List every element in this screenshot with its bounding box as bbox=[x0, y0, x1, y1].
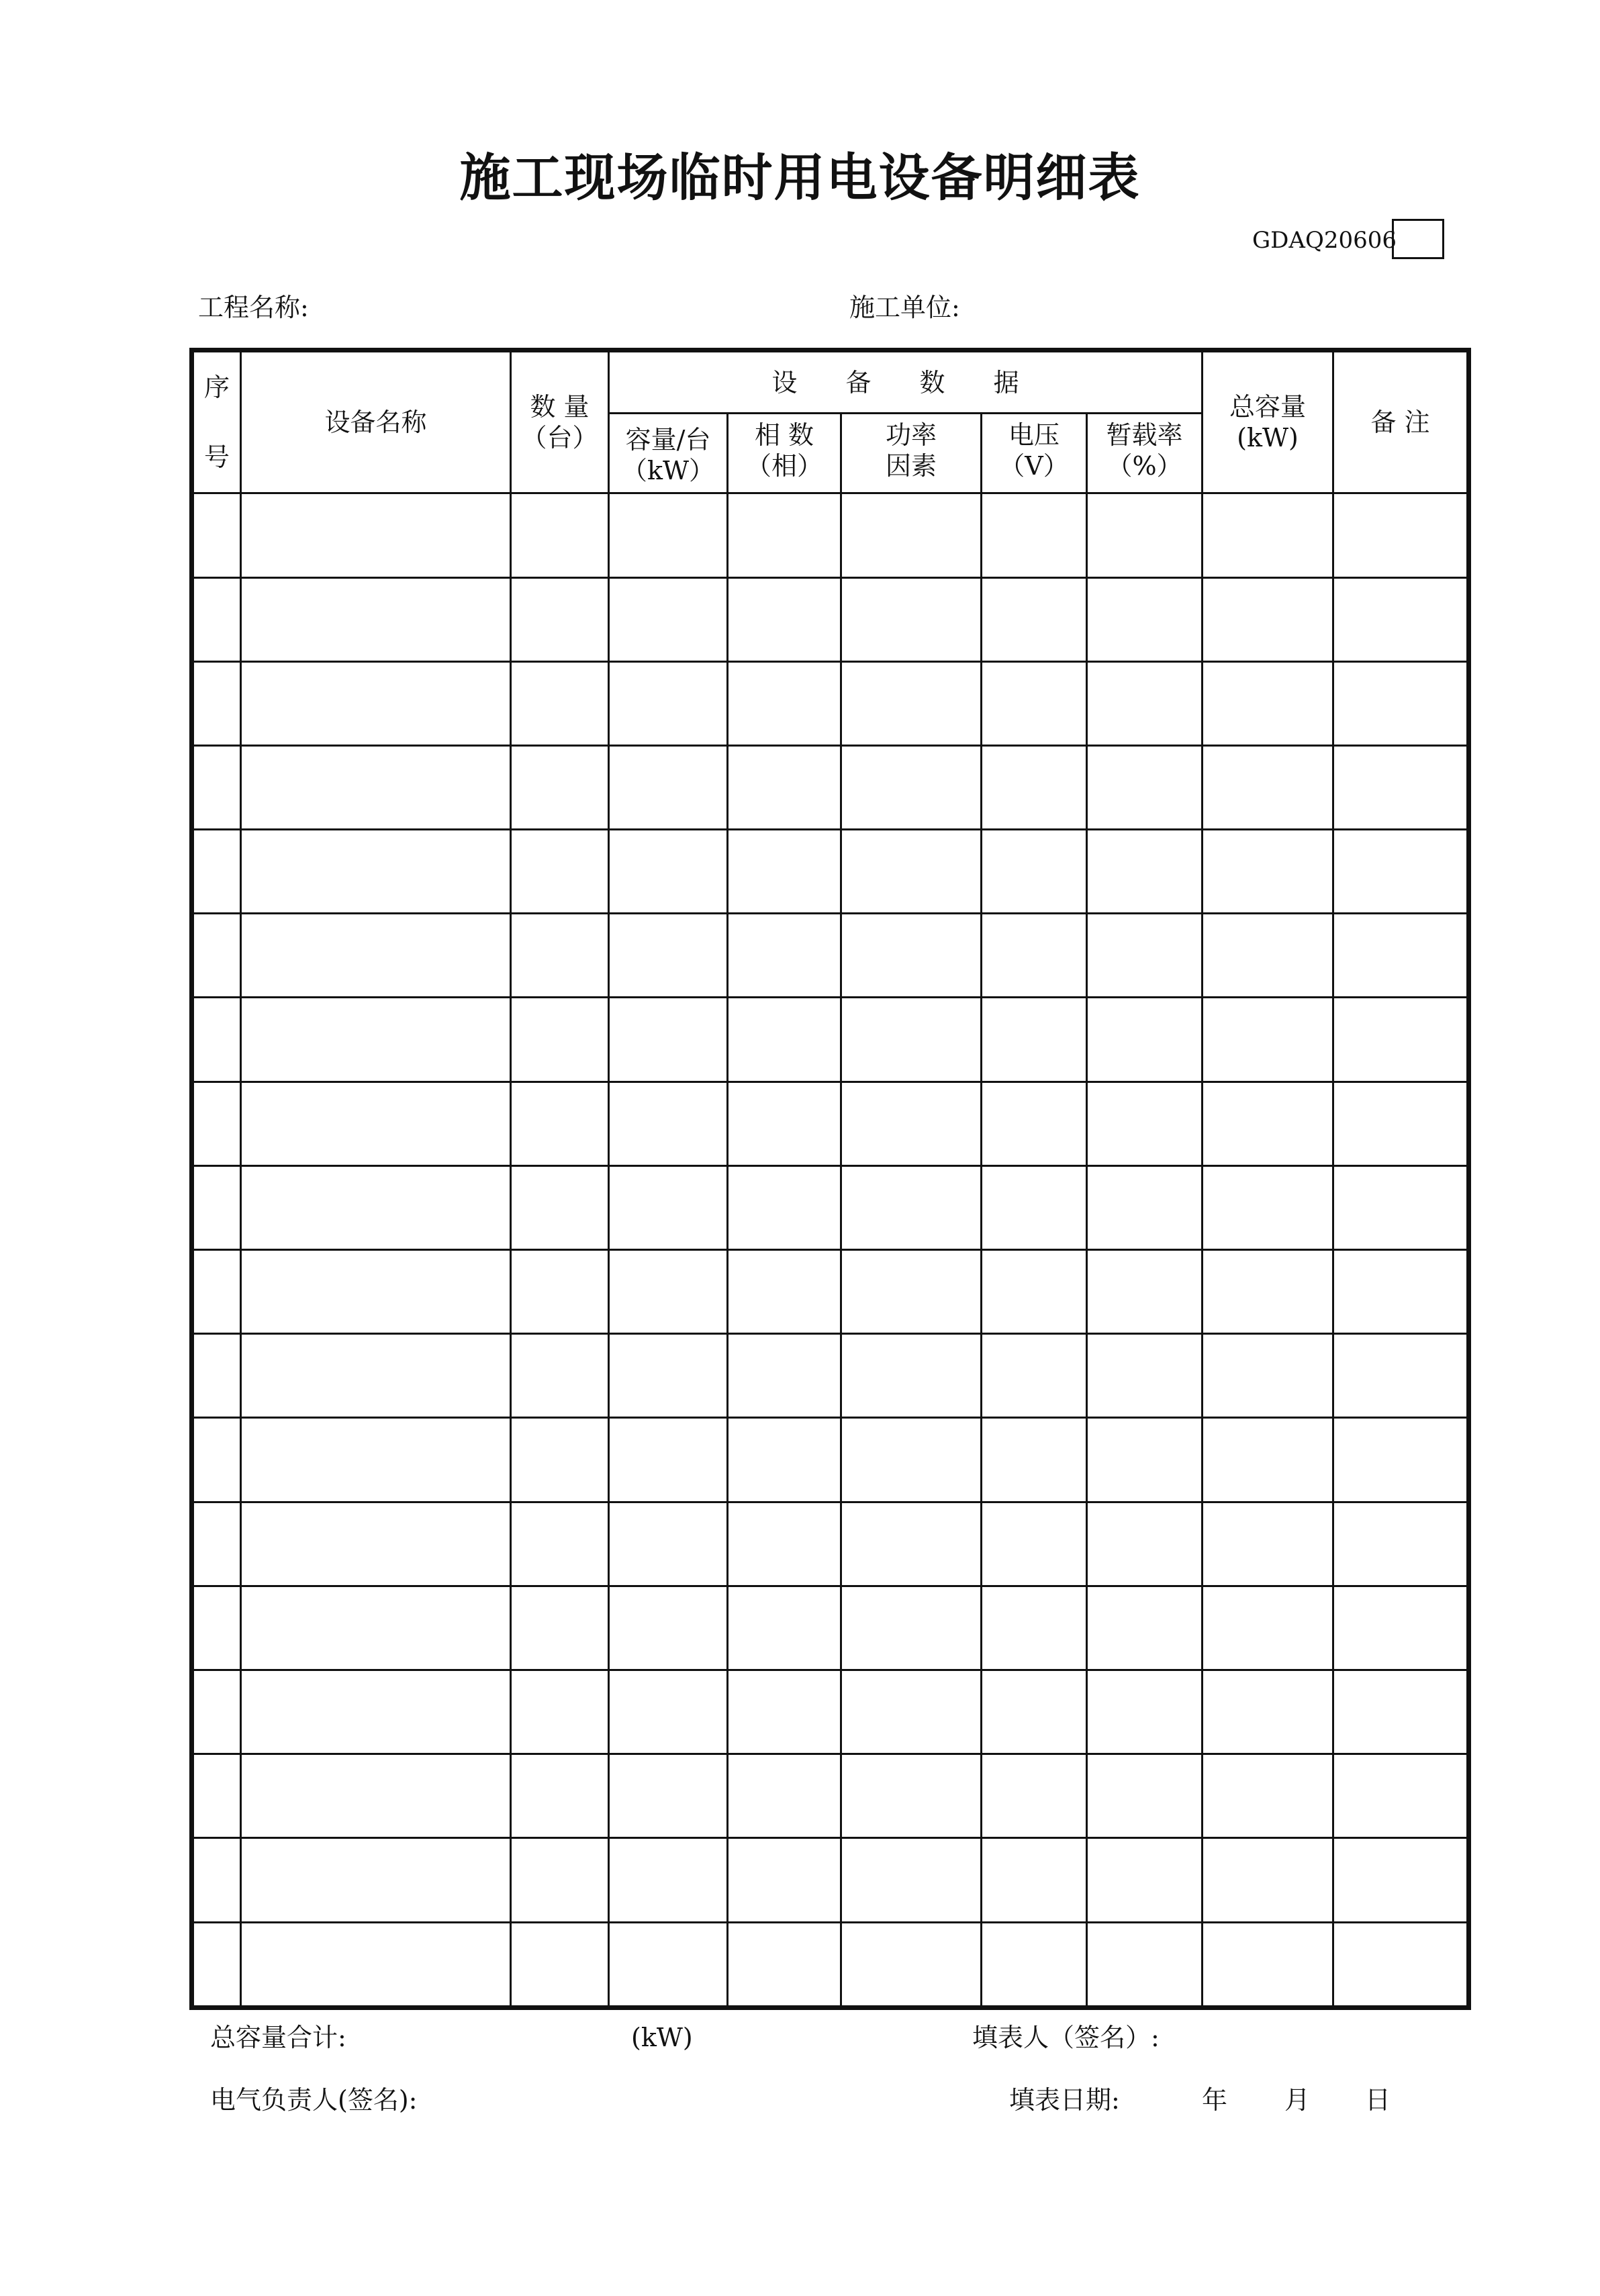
cell-quantity bbox=[511, 1250, 609, 1334]
cell-remark bbox=[1333, 1502, 1469, 1586]
subheader-capacity bbox=[609, 414, 728, 493]
cell-voltage bbox=[982, 1418, 1087, 1502]
cell-voltage bbox=[982, 998, 1087, 1082]
cell-quantity bbox=[511, 1502, 609, 1586]
cell-quantity bbox=[511, 493, 609, 577]
electrical-manager-label: 电气负责人(签名): bbox=[210, 2085, 418, 2115]
equipment-table bbox=[189, 348, 1471, 2010]
page-title: 施工现场临时用电设备明细表 bbox=[459, 148, 1141, 207]
cell-remark bbox=[1333, 1838, 1469, 1922]
cell-quantity bbox=[511, 1838, 609, 1922]
header-quantity-line2: （台） bbox=[521, 423, 598, 453]
subheader-phase-line2: （相） bbox=[745, 451, 822, 481]
table-row bbox=[192, 745, 1469, 829]
cell-phase bbox=[728, 1922, 841, 2007]
cell-capacity bbox=[609, 1165, 728, 1249]
cell-equipment-name bbox=[241, 661, 511, 745]
cell-remark bbox=[1333, 1754, 1469, 1838]
cell-power-factor bbox=[841, 745, 982, 829]
cell-phase bbox=[728, 914, 841, 998]
cell-quantity bbox=[511, 830, 609, 914]
cell-total-capacity bbox=[1203, 1334, 1333, 1418]
cell-phase bbox=[728, 1502, 841, 1586]
cell-total-capacity bbox=[1203, 1418, 1333, 1502]
cell-power-factor bbox=[841, 1502, 982, 1586]
cell-voltage bbox=[982, 493, 1087, 577]
cell-phase bbox=[728, 661, 841, 745]
form-code: GDAQ20606 bbox=[1252, 227, 1397, 254]
table-row bbox=[192, 1502, 1469, 1586]
cell-duty-cycle bbox=[1087, 1418, 1203, 1502]
cell-power-factor bbox=[841, 830, 982, 914]
date-month: 月 bbox=[1284, 2085, 1311, 2115]
cell-phase bbox=[728, 1418, 841, 1502]
cell-phase bbox=[728, 998, 841, 1082]
cell-remark bbox=[1333, 1586, 1469, 1670]
cell-power-factor bbox=[841, 493, 982, 577]
cell-capacity bbox=[609, 1586, 728, 1670]
subheader-duty-cycle-line2: （%） bbox=[1107, 451, 1182, 481]
cell-equipment-name bbox=[241, 1838, 511, 1922]
subheader-power-factor bbox=[841, 414, 982, 493]
cell-remark bbox=[1333, 745, 1469, 829]
table-row bbox=[192, 577, 1469, 661]
cell-voltage bbox=[982, 1754, 1087, 1838]
cell-capacity bbox=[609, 1838, 728, 1922]
cell-power-factor bbox=[841, 1922, 982, 2007]
cell-equipment-name bbox=[241, 1334, 511, 1418]
cell-equipment-name bbox=[241, 1502, 511, 1586]
table-row bbox=[192, 914, 1469, 998]
cell-total-capacity bbox=[1203, 1502, 1333, 1586]
cell-quantity bbox=[511, 914, 609, 998]
cell-quantity bbox=[511, 1334, 609, 1418]
cell-total-capacity bbox=[1203, 1754, 1333, 1838]
cell-power-factor bbox=[841, 1250, 982, 1334]
contractor-label: 施工单位: bbox=[849, 293, 960, 322]
cell-total-capacity bbox=[1203, 745, 1333, 829]
cell-seq bbox=[192, 745, 241, 829]
cell-remark bbox=[1333, 1082, 1469, 1165]
header-total-capacity-line1: 总容量 bbox=[1229, 392, 1306, 422]
cell-voltage bbox=[982, 1922, 1087, 2007]
cell-equipment-name bbox=[241, 577, 511, 661]
cell-power-factor bbox=[841, 998, 982, 1082]
table-row bbox=[192, 1754, 1469, 1838]
subheader-power-factor-line1: 功率 bbox=[885, 420, 937, 450]
cell-seq bbox=[192, 998, 241, 1082]
cell-power-factor bbox=[841, 914, 982, 998]
cell-total-capacity bbox=[1203, 1250, 1333, 1334]
cell-duty-cycle bbox=[1087, 1165, 1203, 1249]
cell-voltage bbox=[982, 745, 1087, 829]
form-code-box bbox=[1392, 219, 1444, 259]
date-year: 年 bbox=[1202, 2085, 1228, 2115]
cell-equipment-name bbox=[241, 1418, 511, 1502]
cell-remark bbox=[1333, 1670, 1469, 1754]
cell-phase bbox=[728, 1586, 841, 1670]
cell-seq bbox=[192, 577, 241, 661]
cell-seq bbox=[192, 914, 241, 998]
table-row bbox=[192, 998, 1469, 1082]
subheader-phase-line1: 相 数 bbox=[754, 420, 814, 450]
cell-voltage bbox=[982, 1838, 1087, 1922]
header-seq-line1: 序 bbox=[203, 373, 230, 403]
subheader-capacity-line1: 容量/台 bbox=[625, 425, 711, 455]
cell-quantity bbox=[511, 998, 609, 1082]
cell-voltage bbox=[982, 1670, 1087, 1754]
cell-quantity bbox=[511, 1586, 609, 1670]
cell-total-capacity bbox=[1203, 1670, 1333, 1754]
cell-voltage bbox=[982, 1165, 1087, 1249]
cell-power-factor bbox=[841, 1082, 982, 1165]
cell-duty-cycle bbox=[1087, 998, 1203, 1082]
cell-duty-cycle bbox=[1087, 1754, 1203, 1838]
cell-seq bbox=[192, 493, 241, 577]
cell-power-factor bbox=[841, 577, 982, 661]
cell-power-factor bbox=[841, 1838, 982, 1922]
cell-quantity bbox=[511, 1922, 609, 2007]
date-day: 日 bbox=[1365, 2085, 1391, 2115]
cell-seq bbox=[192, 1922, 241, 2007]
cell-capacity bbox=[609, 1250, 728, 1334]
subheader-duty-cycle bbox=[1087, 414, 1203, 493]
cell-quantity bbox=[511, 745, 609, 829]
table-row bbox=[192, 661, 1469, 745]
cell-seq bbox=[192, 1165, 241, 1249]
cell-duty-cycle bbox=[1087, 830, 1203, 914]
cell-duty-cycle bbox=[1087, 577, 1203, 661]
cell-total-capacity bbox=[1203, 830, 1333, 914]
cell-total-capacity bbox=[1203, 1165, 1333, 1249]
cell-capacity bbox=[609, 1334, 728, 1418]
cell-power-factor bbox=[841, 1670, 982, 1754]
cell-quantity bbox=[511, 1754, 609, 1838]
cell-power-factor bbox=[841, 1165, 982, 1249]
cell-voltage bbox=[982, 914, 1087, 998]
subheader-voltage-line2: （V） bbox=[999, 451, 1069, 481]
cell-quantity bbox=[511, 1082, 609, 1165]
table-row bbox=[192, 1838, 1469, 1922]
cell-total-capacity bbox=[1203, 661, 1333, 745]
cell-duty-cycle bbox=[1087, 493, 1203, 577]
cell-total-capacity bbox=[1203, 1082, 1333, 1165]
cell-duty-cycle bbox=[1087, 1838, 1203, 1922]
cell-capacity bbox=[609, 1082, 728, 1165]
cell-power-factor bbox=[841, 1754, 982, 1838]
cell-duty-cycle bbox=[1087, 1502, 1203, 1586]
cell-voltage bbox=[982, 1082, 1087, 1165]
header-equipment-data-text: 设 备 数 据 bbox=[771, 367, 1039, 397]
cell-quantity bbox=[511, 577, 609, 661]
cell-quantity bbox=[511, 1165, 609, 1249]
table-row bbox=[192, 1670, 1469, 1754]
cell-total-capacity bbox=[1203, 493, 1333, 577]
cell-duty-cycle bbox=[1087, 914, 1203, 998]
cell-duty-cycle bbox=[1087, 1250, 1203, 1334]
cell-duty-cycle bbox=[1087, 745, 1203, 829]
cell-quantity bbox=[511, 1670, 609, 1754]
cell-equipment-name bbox=[241, 1922, 511, 2007]
table-row bbox=[192, 1165, 1469, 1249]
cell-power-factor bbox=[841, 661, 982, 745]
cell-voltage bbox=[982, 830, 1087, 914]
cell-voltage bbox=[982, 1250, 1087, 1334]
table-row bbox=[192, 1082, 1469, 1165]
table-row bbox=[192, 830, 1469, 914]
header-quantity-line1: 数 量 bbox=[530, 392, 590, 422]
cell-phase bbox=[728, 1670, 841, 1754]
table-row bbox=[192, 1586, 1469, 1670]
cell-capacity bbox=[609, 745, 728, 829]
cell-phase bbox=[728, 577, 841, 661]
cell-power-factor bbox=[841, 1586, 982, 1670]
cell-voltage bbox=[982, 1586, 1087, 1670]
cell-seq bbox=[192, 1670, 241, 1754]
cell-remark bbox=[1333, 1334, 1469, 1418]
cell-remark bbox=[1333, 1250, 1469, 1334]
cell-equipment-name bbox=[241, 1586, 511, 1670]
cell-phase bbox=[728, 1165, 841, 1249]
cell-remark bbox=[1333, 914, 1469, 998]
header-equipment-name-text: 设备名称 bbox=[324, 408, 427, 438]
cell-equipment-name bbox=[241, 1250, 511, 1334]
cell-capacity bbox=[609, 577, 728, 661]
cell-phase bbox=[728, 1334, 841, 1418]
cell-phase bbox=[728, 745, 841, 829]
cell-total-capacity bbox=[1203, 1922, 1333, 2007]
cell-phase bbox=[728, 493, 841, 577]
cell-voltage bbox=[982, 661, 1087, 745]
cell-total-capacity bbox=[1203, 1838, 1333, 1922]
cell-remark bbox=[1333, 830, 1469, 914]
cell-duty-cycle bbox=[1087, 1670, 1203, 1754]
cell-equipment-name bbox=[241, 1165, 511, 1249]
cell-phase bbox=[728, 1838, 841, 1922]
cell-equipment-name bbox=[241, 1670, 511, 1754]
cell-capacity bbox=[609, 830, 728, 914]
table-row bbox=[192, 493, 1469, 577]
cell-phase bbox=[728, 1250, 841, 1334]
cell-capacity bbox=[609, 661, 728, 745]
project-name-label: 工程名称: bbox=[198, 293, 309, 322]
cell-equipment-name bbox=[241, 493, 511, 577]
table-row bbox=[192, 1250, 1469, 1334]
subheader-power-factor-line2: 因素 bbox=[885, 451, 937, 481]
cell-capacity bbox=[609, 1670, 728, 1754]
cell-equipment-name bbox=[241, 830, 511, 914]
cell-remark bbox=[1333, 1165, 1469, 1249]
cell-remark bbox=[1333, 661, 1469, 745]
cell-capacity bbox=[609, 1754, 728, 1838]
cell-capacity bbox=[609, 1502, 728, 1586]
cell-seq bbox=[192, 1250, 241, 1334]
cell-voltage bbox=[982, 577, 1087, 661]
cell-remark bbox=[1333, 577, 1469, 661]
cell-equipment-name bbox=[241, 998, 511, 1082]
cell-phase bbox=[728, 1754, 841, 1838]
cell-equipment-name bbox=[241, 1082, 511, 1165]
cell-remark bbox=[1333, 998, 1469, 1082]
header-total-capacity bbox=[1203, 350, 1333, 493]
cell-duty-cycle bbox=[1087, 661, 1203, 745]
cell-power-factor bbox=[841, 1418, 982, 1502]
header-quantity bbox=[511, 350, 609, 493]
cell-duty-cycle bbox=[1087, 1586, 1203, 1670]
header-equipment-name bbox=[241, 350, 511, 493]
table-row bbox=[192, 1418, 1469, 1502]
cell-phase bbox=[728, 830, 841, 914]
cell-total-capacity bbox=[1203, 914, 1333, 998]
cell-total-capacity bbox=[1203, 1586, 1333, 1670]
cell-remark bbox=[1333, 1418, 1469, 1502]
subheader-voltage bbox=[982, 414, 1087, 493]
cell-capacity bbox=[609, 998, 728, 1082]
cell-voltage bbox=[982, 1502, 1087, 1586]
cell-quantity bbox=[511, 661, 609, 745]
cell-duty-cycle bbox=[1087, 1334, 1203, 1418]
header-equipment-data bbox=[609, 350, 1203, 414]
cell-total-capacity bbox=[1203, 998, 1333, 1082]
subheader-voltage-line1: 电压 bbox=[1008, 420, 1060, 450]
cell-capacity bbox=[609, 493, 728, 577]
filled-by-label: 填表人（签名）: bbox=[972, 2023, 1160, 2052]
header-remark-text: 备 注 bbox=[1370, 408, 1430, 438]
cell-seq bbox=[192, 830, 241, 914]
cell-seq bbox=[192, 1082, 241, 1165]
cell-equipment-name bbox=[241, 745, 511, 829]
cell-phase bbox=[728, 1082, 841, 1165]
cell-equipment-name bbox=[241, 1754, 511, 1838]
cell-duty-cycle bbox=[1087, 1922, 1203, 2007]
cell-total-capacity bbox=[1203, 577, 1333, 661]
cell-capacity bbox=[609, 914, 728, 998]
table-row bbox=[192, 1334, 1469, 1418]
cell-duty-cycle bbox=[1087, 1082, 1203, 1165]
cell-capacity bbox=[609, 1922, 728, 2007]
cell-power-factor bbox=[841, 1334, 982, 1418]
header-total-capacity-line2: (kW) bbox=[1237, 423, 1299, 453]
subheader-capacity-line2: （kW） bbox=[621, 456, 715, 486]
cell-seq bbox=[192, 1838, 241, 1922]
cell-seq bbox=[192, 1418, 241, 1502]
cell-capacity bbox=[609, 1418, 728, 1502]
cell-seq bbox=[192, 1754, 241, 1838]
subheader-duty-cycle-line1: 暂载率 bbox=[1106, 420, 1183, 450]
cell-equipment-name bbox=[241, 914, 511, 998]
cell-seq bbox=[192, 1334, 241, 1418]
total-capacity-label: 总容量合计: bbox=[210, 2023, 346, 2052]
header-seq bbox=[192, 350, 241, 493]
header-seq-line2: 号 bbox=[203, 442, 230, 473]
cell-voltage bbox=[982, 1334, 1087, 1418]
table-row bbox=[192, 1922, 1469, 2007]
cell-seq bbox=[192, 661, 241, 745]
fill-date-label: 填表日期: bbox=[1009, 2085, 1120, 2115]
cell-quantity bbox=[511, 1418, 609, 1502]
cell-remark bbox=[1333, 493, 1469, 577]
subheader-phase bbox=[728, 414, 841, 493]
header-remark bbox=[1333, 350, 1469, 493]
cell-seq bbox=[192, 1502, 241, 1586]
total-capacity-unit: (kW) bbox=[631, 2023, 693, 2052]
cell-remark bbox=[1333, 1922, 1469, 2007]
cell-seq bbox=[192, 1586, 241, 1670]
